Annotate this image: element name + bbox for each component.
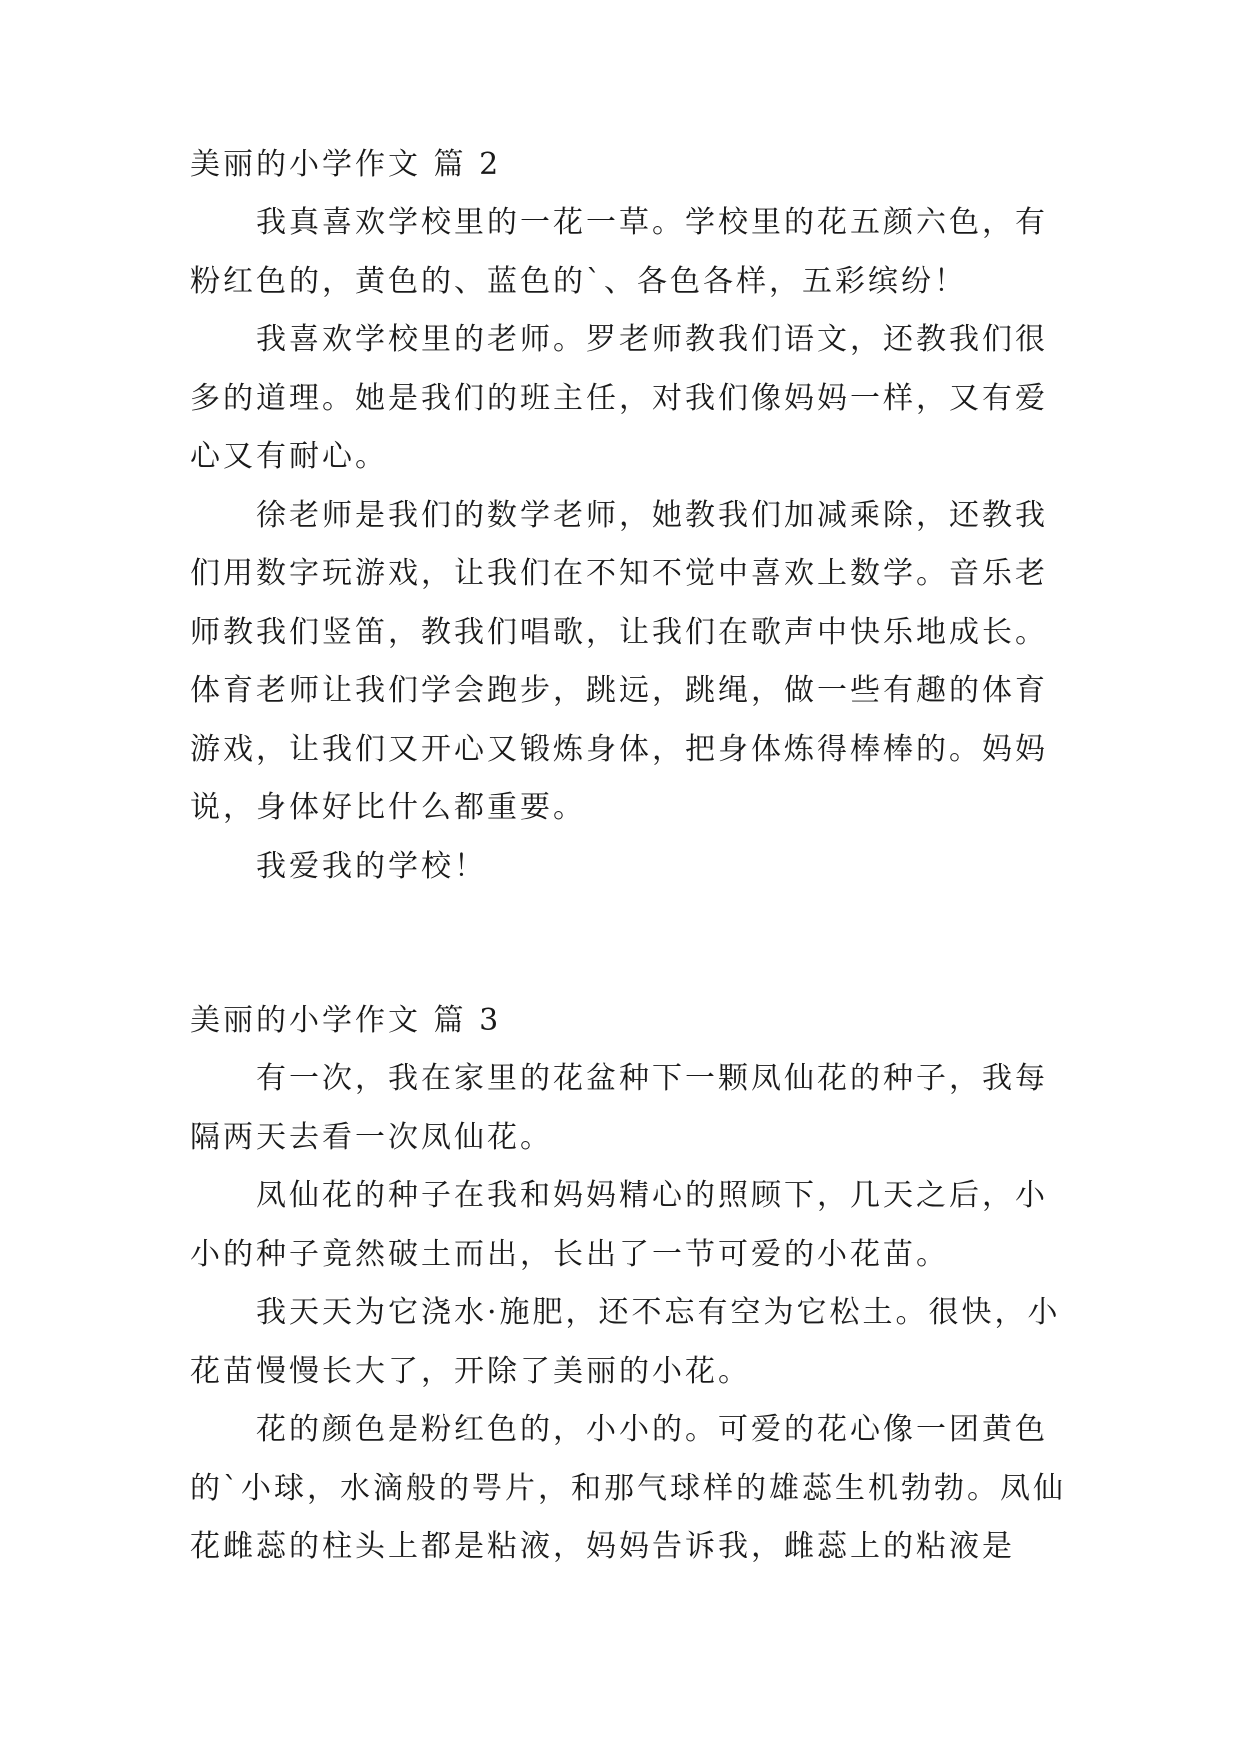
paragraph: 我真喜欢学校里的一花一草。学校里的花五颜六色，有粉红色的，黄色的、蓝色的`、各色各样，五彩缤纷！ <box>190 205 1048 299</box>
essay-section-2 <box>190 136 1070 896</box>
paragraph: 有一次，我在家里的花盆种下一颗凤仙花的种子，我每隔两天去看一次凤仙花。 <box>190 1061 1048 1155</box>
paragraph: 我喜欢学校里的老师。罗老师教我们语文，还教我们很多的道理。她是我们的班主任，对我们像妈妈一样，又有爱心又有耐心。 <box>190 322 1048 474</box>
section-spacer <box>190 896 1070 992</box>
essay-section-3 <box>190 992 1070 1577</box>
paragraph: 我天天为它浇水·施肥，还不忘有空为它松土。很快，小花苗慢慢长大了，开除了美丽的小花。 <box>190 1295 1061 1389</box>
paragraph: 徐老师是我们的数学老师，她教我们加减乘除，还教我们用数字玩游戏，让我们在不知不觉中喜欢上数学。音乐老师教我们竖笛，教我们唱歌，让我们在歌声中快乐地成长。体育老师让我们学会跑步，跳远，跳绳，做一些有趣的体育游戏，让我们又开心又锻炼身体，把身体炼得棒棒的。妈妈说，身体好比什么都重要。 <box>190 497 1048 825</box>
section-title: 美丽的小学作文 篇 2 <box>190 147 502 182</box>
paragraph: 凤仙花的种子在我和妈妈精心的照顾下，几天之后，小小的种子竟然破土而出，长出了一节可爱的小花苗。 <box>190 1178 1048 1272</box>
paragraph: 花的颜色是粉红色的，小小的。可爱的花心像一团黄色的`小球，水滴般的咢片，和那气球样的雄蕊生机勃勃。凤仙花雌蕊的柱头上都是粘液，妈妈告诉我，雌蕊上的粘液是 <box>190 1412 1066 1564</box>
paragraph: 我爱我的学校！ <box>256 848 487 884</box>
section-title: 美丽的小学作文 篇 3 <box>190 1003 502 1038</box>
essay-body <box>190 136 1070 1577</box>
